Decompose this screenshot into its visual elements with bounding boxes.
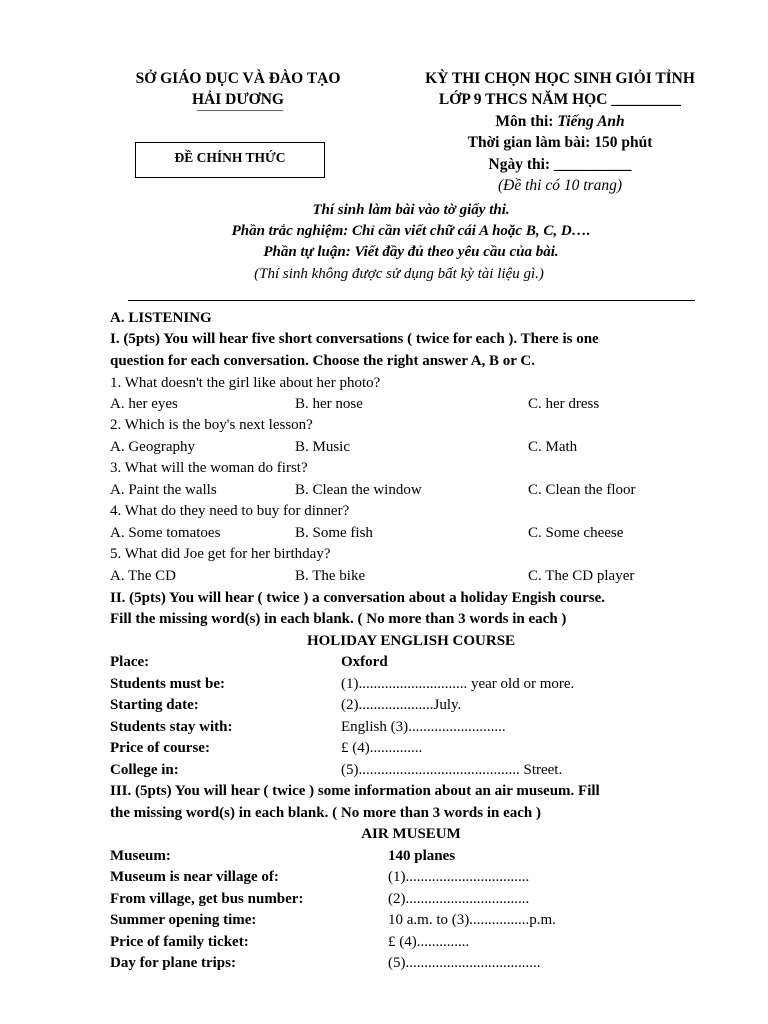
option-c: C. Some cheese bbox=[528, 525, 624, 541]
part1-instruction-1: I. (5pts) You will hear five short conversations ( twice for each ). There is one bbox=[110, 331, 599, 347]
part2-title: HOLIDAY ENGLISH COURSE bbox=[306, 633, 516, 649]
form-blank: £ (4).............. bbox=[341, 740, 423, 756]
form-blank: (5).................................... bbox=[388, 955, 541, 971]
separator-line bbox=[128, 300, 695, 301]
option-a: A. Geography bbox=[110, 439, 195, 455]
instruction-line-2: Phần trắc nghiệm: Chỉ cần viết chữ cái A hoặc B, C, D…. bbox=[231, 223, 591, 239]
instruction-line-1: Thí sinh làm bài vào tờ giấy thi. bbox=[312, 202, 510, 218]
form-blank: (2)................................. bbox=[388, 891, 530, 907]
subject-value: Tiếng Anh bbox=[557, 113, 625, 130]
form-value: 140 planes bbox=[388, 848, 456, 864]
page-count-note: (Đề thi có 10 trang) bbox=[498, 177, 622, 194]
option-b: B. her nose bbox=[295, 396, 363, 412]
form-blank: £ (4).............. bbox=[388, 934, 470, 950]
option-b: B. The bike bbox=[295, 568, 366, 584]
part3-title: AIR MUSEUM bbox=[361, 826, 461, 842]
exam-grade-year: LỚP 9 THCS NĂM HỌC _________ bbox=[438, 91, 682, 108]
form-label: Students must be: bbox=[110, 676, 226, 692]
exam-title: KỲ THI CHỌN HỌC SINH GIỎI TỈNH bbox=[425, 70, 695, 87]
form-blank: English (3).......................... bbox=[341, 719, 506, 735]
form-label: Place: bbox=[110, 654, 150, 670]
form-label: Museum is near village of: bbox=[110, 869, 279, 885]
option-b: B. Some fish bbox=[295, 525, 373, 541]
part2-instruction-1: II. (5pts) You will hear ( twice ) a conversation about a holiday Engish course. bbox=[110, 590, 606, 606]
option-a: A. The CD bbox=[110, 568, 176, 584]
subject-label: Môn thi: bbox=[495, 113, 554, 130]
option-a: A. her eyes bbox=[110, 396, 178, 412]
part3-instruction-1: III. (5pts) You will hear ( twice ) some information about an air museum. Fill bbox=[110, 783, 600, 799]
form-label: Starting date: bbox=[110, 697, 199, 713]
form-label: Summer opening time: bbox=[110, 912, 257, 928]
form-label: Students stay with: bbox=[110, 719, 233, 735]
exam-duration: Thời gian làm bài: 150 phút bbox=[467, 134, 653, 151]
department-name: SỞ GIÁO DỤC VÀ ĐÀO TẠO bbox=[135, 70, 341, 87]
section-title: A. LISTENING bbox=[110, 310, 212, 326]
form-label: College in: bbox=[110, 762, 179, 778]
part1-instruction-2: question for each conversation. Choose the right answer A, B or C. bbox=[110, 353, 535, 369]
option-c: C. Math bbox=[528, 439, 578, 455]
option-a: A. Some tomatoes bbox=[110, 525, 221, 541]
question-5: 5. What did Joe get for her birthday? bbox=[110, 546, 331, 562]
question-2: 2. Which is the boy's next lesson? bbox=[110, 417, 313, 433]
form-blank: (2)....................July. bbox=[341, 697, 462, 713]
form-blank: (1)................................. bbox=[388, 869, 530, 885]
question-4: 4. What do they need to buy for dinner? bbox=[110, 503, 350, 519]
form-label: From village, get bus number: bbox=[110, 891, 304, 907]
option-a: A. Paint the walls bbox=[110, 482, 217, 498]
form-blank: 10 a.m. to (3)................p.m. bbox=[388, 912, 556, 928]
form-label: Price of course: bbox=[110, 740, 210, 756]
department-location: HẢI DƯƠNG bbox=[192, 91, 284, 108]
part2-instruction-2: Fill the missing word(s) in each blank. ( No more than 3 words in each ) bbox=[110, 611, 567, 627]
exam-subject bbox=[380, 113, 740, 131]
form-blank: (5)........................................... Street. bbox=[341, 762, 563, 778]
question-1: 1. What doesn't the girl like about her photo? bbox=[110, 375, 381, 391]
official-exam-label: ĐỀ CHÍNH THỨC bbox=[174, 150, 286, 165]
exam-date: Ngày thi: __________ bbox=[488, 156, 632, 173]
option-c: C. The CD player bbox=[528, 568, 635, 584]
form-value: Oxford bbox=[341, 654, 388, 670]
header-underline bbox=[197, 110, 283, 111]
form-blank: (1)............................. year old or more. bbox=[341, 676, 575, 692]
instruction-line-3: Phần tự luận: Viết đầy đủ theo yêu cầu của bài. bbox=[263, 244, 559, 260]
instruction-line-4: (Thí sinh không được sử dụng bất kỳ tài liệu gì.) bbox=[254, 266, 544, 282]
option-b: B. Music bbox=[295, 439, 351, 455]
form-label: Price of family ticket: bbox=[110, 934, 249, 950]
official-exam-box bbox=[135, 142, 325, 178]
option-c: C. her dress bbox=[528, 396, 600, 412]
form-label: Day for plane trips: bbox=[110, 955, 236, 971]
question-3: 3. What will the woman do first? bbox=[110, 460, 308, 476]
part3-instruction-2: the missing word(s) in each blank. ( No more than 3 words in each ) bbox=[110, 805, 541, 821]
form-label: Museum: bbox=[110, 848, 171, 864]
option-b: B. Clean the window bbox=[295, 482, 422, 498]
option-c: C. Clean the floor bbox=[528, 482, 636, 498]
